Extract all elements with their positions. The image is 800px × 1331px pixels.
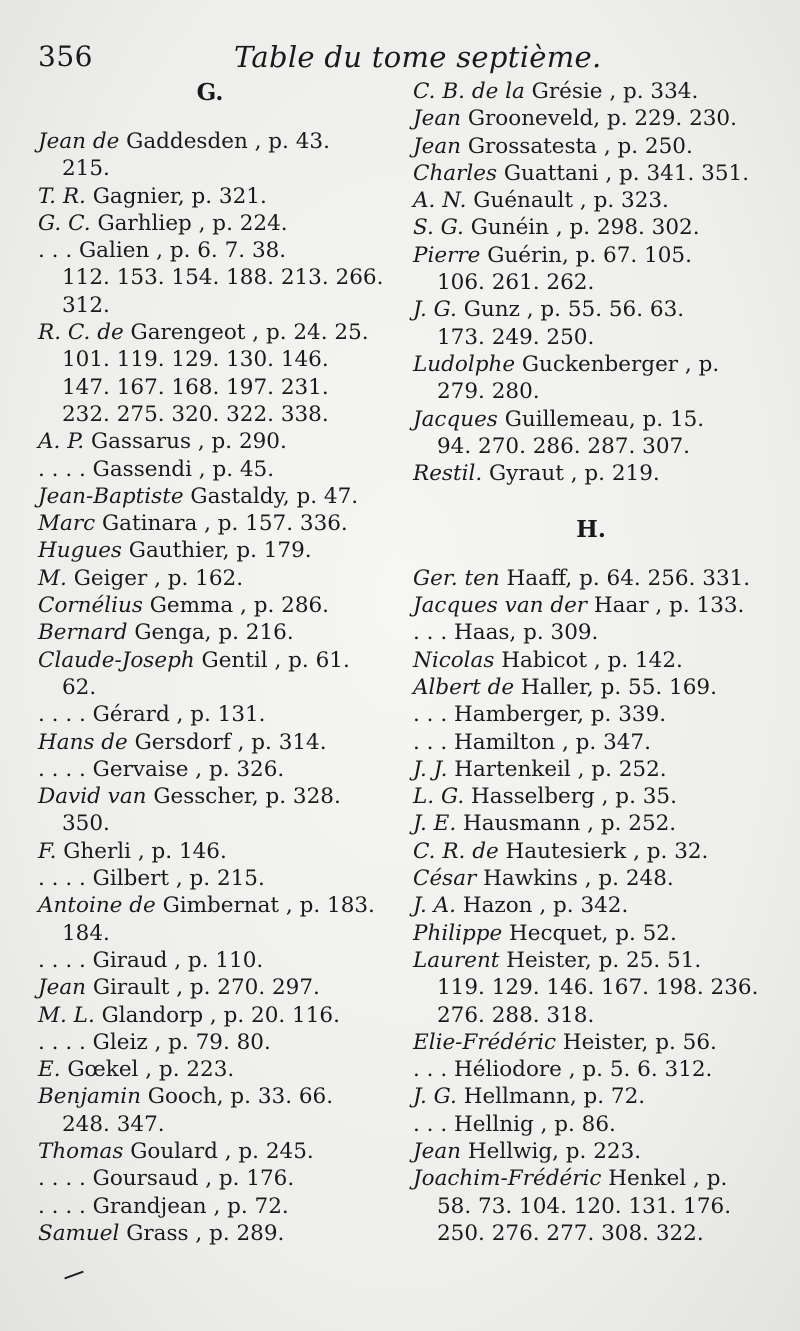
entry-text: Geiger , p. 162. [66,565,244,591]
index-entry [38,701,400,728]
entry-text: Heister, p. 56. [556,1029,717,1055]
entry-text: 248. 347. [62,1111,165,1137]
index-entry [413,1193,769,1220]
entry-given-name: Ger. ten [413,565,500,591]
entry-text: Hawkins , p. 248. [476,866,674,892]
entry-given-name: Albert de [413,674,515,700]
entry-text: 106. 261. 262. [437,270,595,296]
entry-given-name: Antoine de [38,893,156,919]
entry-text: Guattani , p. 341. 351. [497,160,750,186]
entry-given-name: Hans de [38,729,128,755]
entry-text: Hautesierk , p. 32. [498,838,709,864]
index-entry [413,1138,769,1165]
entry-given-name: Jean-Baptiste [38,483,184,509]
entry-text: Guckenberger , p. [515,351,720,377]
entry-text: Garengeot , p. 24. 25. [123,320,369,346]
entry-given-name: Philippe [413,920,503,946]
entry-given-name: C. R. de [413,838,499,864]
entry-text: Gunz , p. 55. 56. 63. [456,297,685,323]
entry-text: Gunéin , p. 298. 302. [463,215,700,241]
index-entry [413,1111,769,1138]
index-entry [38,128,400,155]
entry-text: . . . Galien , p. 6. 7. 38. [38,238,287,264]
entry-given-name: Jean de [38,129,120,154]
entry-given-name: Charles [413,160,498,186]
entry-given-name: J. J. [413,756,448,782]
entry-text: 119. 129. 146. 167. 198. 236. [437,975,759,1001]
index-entry [38,810,400,837]
spacer [38,108,400,128]
index-entries-right-g [413,78,769,487]
index-entry [413,242,769,269]
index-entry [38,346,400,373]
index-entry [413,1029,769,1056]
spacer [413,487,769,514]
entry-text: Gaddesden , p. 43. [119,129,330,154]
entry-text: Hellwig, p. 223. [461,1138,642,1164]
index-entry [413,947,769,974]
entry-text: Hartenkeil , p. 252. [447,756,667,782]
index-entry [413,1220,769,1247]
index-entry [38,947,400,974]
index-entry [38,756,400,783]
entry-text: 215. [62,156,110,182]
entry-text: . . . . Gleiz , p. 79. 80. [38,1029,271,1055]
entry-given-name: Jean [413,133,462,159]
entry-text: Garhliep , p. 224. [90,210,288,236]
index-entry [38,838,400,865]
index-entry [413,647,769,674]
index-entry [38,510,400,537]
index-entry [38,1138,400,1165]
entry-given-name: S. G. [413,215,464,241]
index-entry [413,920,769,947]
index-entry [38,1056,400,1083]
index-entry [413,729,769,756]
index-entry [413,565,769,592]
index-entry [38,210,400,237]
spacer [413,545,769,565]
entry-given-name: Marc [38,511,96,537]
entry-text: 94. 270. 286. 287. 307. [437,433,691,459]
entry-text: Gagnier, p. 321. [85,183,267,209]
page-number: 356 [38,40,93,73]
index-entry [38,374,400,401]
index-entry [38,456,400,483]
index-entry [413,892,769,919]
entry-given-name: C. B. de la [413,79,525,104]
entry-text: . . . . Gérard , p. 131. [38,702,266,728]
entry-text: Hellmann, p. 72. [456,1084,646,1110]
entry-text: Guérin, p. 67. 105. [480,242,692,268]
running-title: Table du tome septième. [234,40,602,74]
entry-given-name: Thomas [38,1138,124,1164]
index-entry [38,264,400,291]
entry-text: Guillemeau, p. 15. [497,406,705,432]
entry-text: . . . Hamilton , p. 347. [413,729,651,755]
entry-text: . . . Haas, p. 309. [413,620,599,646]
index-entry [413,187,769,214]
index-entry [413,974,769,1001]
entry-text: Gersdorf , p. 314. [127,729,327,755]
index-entry [38,1193,400,1220]
index-entry [413,133,769,160]
index-entry [38,592,400,619]
section-heading-g: G. [196,79,224,106]
index-entry [413,324,769,351]
index-entry [38,183,400,210]
entry-text: 58. 73. 104. 120. 131. 176. [437,1193,732,1219]
entry-text: . . . . Grandjean , p. 72. [38,1193,289,1219]
index-entry [413,619,769,646]
entry-text: 276. 288. 318. [437,1002,595,1028]
entry-given-name: Laurent [413,947,500,973]
entry-given-name: M. [38,565,67,591]
index-entry [413,433,769,460]
entry-text: 173. 249. 250. [437,324,595,350]
entry-given-name: R. C. de [38,320,124,346]
index-entry [38,647,400,674]
entry-text: 62. [62,674,97,700]
index-entry [38,783,400,810]
entry-given-name: Ludolphe [413,351,516,377]
index-entry [413,351,769,378]
index-entry [38,1029,400,1056]
entry-given-name: F. [38,838,57,864]
index-entry [413,160,769,187]
entry-text: Gauthier, p. 179. [121,538,312,564]
entry-text: . . . . Gilbert , p. 215. [38,866,265,892]
entry-text: Hecquet, p. 52. [502,920,677,946]
index-entry [38,1002,400,1029]
entry-text: 279. 280. [437,379,540,405]
index-entry [413,592,769,619]
index-entry [38,729,400,756]
entry-text: Gentil , p. 61. [194,647,350,673]
entry-text: Hasselberg , p. 35. [464,784,677,810]
entry-text: . . . . Goursaud , p. 176. [38,1166,295,1192]
entry-text: . . . Hamberger, p. 339. [413,702,667,728]
index-entry [413,269,769,296]
entry-text: . . . . Gervaise , p. 326. [38,756,285,782]
entry-given-name: Bernard [38,620,128,646]
entry-given-name: Benjamin [38,1084,141,1110]
index-entry [38,237,400,264]
entry-text: Gassarus , p. 290. [84,429,287,455]
entry-text: Haaff, p. 64. 256. 331. [499,565,751,591]
entry-text: . . . . Giraud , p. 110. [38,947,264,973]
entry-given-name: Claude-Joseph [38,647,195,673]
entry-given-name: Jean [38,975,87,1001]
index-entry [38,1111,400,1138]
entry-text: Habicot , p. 142. [494,647,683,673]
entry-given-name: Pierre [413,242,481,268]
index-entry [413,214,769,241]
entry-given-name: A. N. [413,188,467,214]
page-header [38,40,778,76]
entry-given-name: T. R. [38,183,86,209]
entry-given-name: Restil. [413,461,483,487]
entry-text: . . . . Gassendi , p. 45. [38,456,275,482]
entry-text: Gyraut , p. 219. [482,461,660,487]
entry-text: Haar , p. 133. [587,593,745,619]
index-entry [38,674,400,701]
left-column [38,78,400,1247]
entry-given-name: David van [38,784,147,810]
index-entry [413,460,769,487]
index-entry [38,537,400,564]
entry-given-name: M. L. [38,1002,95,1028]
entry-text: 112. 153. 154. 188. 213. 266. [62,265,384,291]
index-entry [38,483,400,510]
entry-given-name: César [413,866,477,892]
entry-text: 147. 167. 168. 197. 231. [62,374,329,400]
entry-text: 312. [62,292,110,318]
index-entry [413,865,769,892]
index-entry [413,78,769,105]
entry-given-name: J. A. [413,893,456,919]
index-entry [413,701,769,728]
section-heading-h: H. [576,515,606,543]
entry-text: Gesscher, p. 328. [146,784,341,810]
index-entry [413,783,769,810]
entry-text: Heister, p. 25. 51. [499,947,702,973]
entry-text: 350. [62,811,110,837]
entry-text: Gemma , p. 286. [142,593,330,619]
entry-text: Grooneveld, p. 229. 230. [461,106,737,132]
index-entry [38,1083,400,1110]
index-entry [38,892,400,919]
index-entries-right-h [413,565,769,1247]
index-entry [413,105,769,132]
index-entry [38,401,400,428]
entry-text: Henkel , p. [601,1166,728,1192]
entry-given-name: E. [38,1057,61,1083]
index-entry [38,974,400,1001]
entry-given-name: Jean [413,106,462,132]
entry-text: Gherli , p. 146. [56,838,227,864]
entry-text: 184. [62,920,110,946]
entry-text: Gimbernat , p. 183. [155,893,375,919]
entry-given-name: Jacques van der [413,593,588,619]
entry-given-name: J. G. [413,1084,457,1110]
index-entry [38,865,400,892]
right-column [413,78,769,1247]
index-entry [413,756,769,783]
entry-given-name: Nicolas [413,647,495,673]
entry-text: Girault , p. 270. 297. [86,975,320,1001]
entry-given-name: J. G. [413,297,457,323]
entry-text: Gatinara , p. 157. 336. [95,511,348,537]
entry-text: Genga, p. 216. [127,620,294,646]
entry-text: Guénault , p. 323. [466,188,669,214]
entry-text: . . . Hellnig , p. 86. [413,1111,616,1137]
index-entry [413,674,769,701]
entry-given-name: Samuel [38,1220,120,1246]
index-entry [38,319,400,346]
entry-text: Gœkel , p. 223. [60,1057,235,1083]
index-entry [413,1165,769,1192]
entry-given-name: Jean [413,1138,462,1164]
entry-text: Hausmann , p. 252. [456,811,677,837]
entry-text: Hazon , p. 342. [455,893,629,919]
index-entry [38,1220,400,1247]
index-entry [38,155,400,182]
index-entry [38,565,400,592]
stray-ink-mark [64,1271,83,1280]
index-entry [38,428,400,455]
entry-text: 101. 119. 129. 130. 146. [62,347,329,373]
index-entry [413,1002,769,1029]
entry-given-name: J. E. [413,811,457,837]
entry-text: Grossatesta , p. 250. [461,133,693,159]
entry-text: 250. 276. 277. 308. 322. [437,1220,704,1246]
entry-given-name: Joachim-Frédéric [413,1166,602,1192]
entry-text: Haller, p. 55. 169. [514,674,717,700]
entry-text: Gastaldy, p. 47. [183,483,359,509]
entry-given-name: A. P. [38,429,85,455]
index-entries-left [38,128,400,1247]
index-entry [413,838,769,865]
entry-given-name: Cornélius [38,593,143,619]
index-entry [413,378,769,405]
entry-text: . . . Héliodore , p. 5. 6. 312. [413,1057,713,1083]
entry-given-name: Jacques [413,406,498,432]
entry-text: Grass , p. 289. [119,1220,285,1246]
index-entry [38,920,400,947]
index-entry [413,1083,769,1110]
entry-text: Glandorp , p. 20. 116. [94,1002,340,1028]
entry-text: Goulard , p. 245. [123,1138,314,1164]
entry-given-name: G. C. [38,210,91,236]
index-entry [413,296,769,323]
index-entry [38,292,400,319]
index-entry [38,619,400,646]
index-entry [413,406,769,433]
entry-given-name: L. G. [413,784,465,810]
entry-given-name: Hugues [38,538,122,564]
index-entry [413,1056,769,1083]
index-entry [413,810,769,837]
index-entry [38,1165,400,1192]
entry-given-name: Elie-Frédéric [413,1029,557,1055]
entry-text: Grésie , p. 334. [524,79,699,104]
entry-text: 232. 275. 320. 322. 338. [62,401,329,427]
entry-text: Gooch, p. 33. 66. [140,1084,334,1110]
